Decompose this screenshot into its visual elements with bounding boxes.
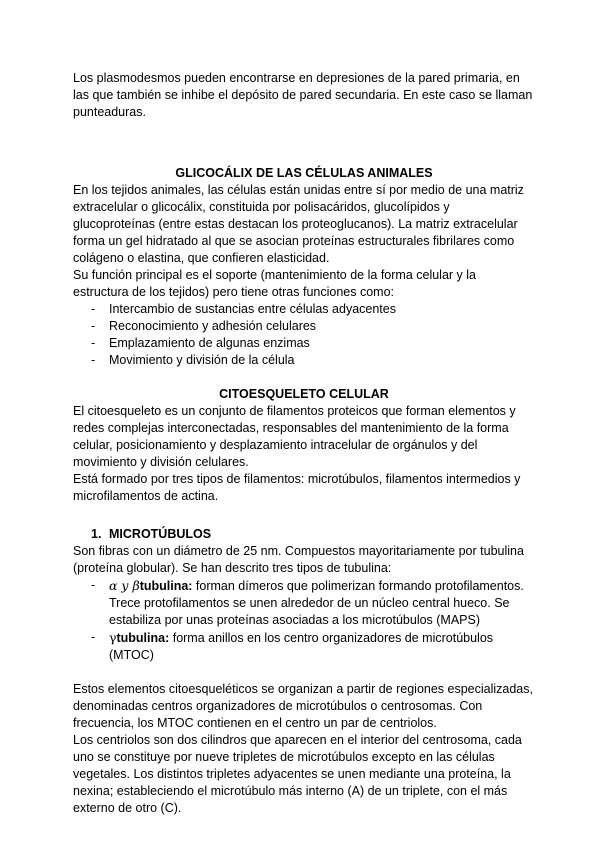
tubulina-types-list — [73, 577, 535, 664]
spacer — [73, 664, 535, 681]
list-item — [73, 335, 535, 352]
intro-paragraph: Los plasmodesmos pueden encontrarse en depresiones de la pared primaria, en las que también se inhibe el depósito de pared secundaria. En este caso se llaman punteaduras. — [73, 71, 533, 119]
citoesqueleto-paragraph-1: El citoesqueleto es un conjunto de filamentos proteicos que forman elementos y redes complejas interconectadas, responsables del mantenimiento de la forma celular, posicionamiento y desplazamiento intracelular de orgánulos y del movimiento y división celulares. — [73, 404, 516, 469]
list-item-text: Intercambio de sustancias entre células adyacentes — [109, 302, 396, 316]
list-item-text: forman dímeros que polimerizan formando protofilamentos. Trece protofilamentos se unen alrededor de un núcleo central hueco. Se estabiliza por unas proteínas asociadas a los microtúbulos (MAPS) — [109, 579, 524, 627]
term-label: tubulina: — [139, 579, 193, 593]
list-item-text: Movimiento y división de la célula — [109, 353, 295, 367]
list-item-text: forma anillos en los centro organizadores de microtúbulos (MTOC) — [109, 631, 494, 662]
list-item — [73, 301, 535, 318]
citoesqueleto-heading: CITOESQUELETO CELULAR — [219, 387, 389, 401]
citoesqueleto-paragraph-2: Está formado por tres tipos de filamentos: microtúbulos, filamentos intermedios y microfilamentos de actina. — [73, 472, 521, 503]
list-item-text: Reconocimiento y adhesión celulares — [109, 319, 317, 333]
microtubulos-heading — [73, 526, 535, 543]
spacer — [73, 505, 535, 522]
spacer — [73, 369, 535, 386]
section-number: 1. — [91, 527, 102, 541]
term-label: tubulina: — [116, 631, 170, 645]
glicocalix-paragraph-2: Su función principal es el soporte (mantenimiento de la forma celular y la estructura de los tejidos) pero tiene otras funciones como: — [73, 268, 476, 299]
list-item — [73, 352, 535, 369]
dash-bullet: - — [91, 578, 96, 592]
list-item — [73, 629, 535, 664]
microtubulos-paragraph-2: Estos elementos citoesqueléticos se organizan a partir de regiones especializadas, denominadas centros organizadores de microtúbulos o centrosomas. Con frecuencia, los MTOC contienen en el centro un par de centriolos. — [73, 682, 533, 730]
glicocalix-heading: GLICOCÁLIX DE LAS CÉLULAS ANIMALES — [175, 166, 433, 180]
dash-bullet: - — [91, 319, 96, 333]
dash-bullet: - — [91, 336, 96, 350]
section-title: MICROTÚBULOS — [109, 527, 212, 541]
dash-bullet: - — [91, 353, 96, 367]
dash-bullet: - — [91, 302, 96, 316]
greek-letters: γ — [109, 630, 117, 645]
dash-bullet: - — [91, 630, 96, 644]
list-item-text: Emplazamiento de algunas enzimas — [109, 336, 310, 350]
glicocalix-functions-list — [73, 301, 535, 369]
list-item — [73, 577, 535, 629]
greek-letters: α y β — [109, 578, 140, 593]
list-item — [73, 318, 535, 335]
microtubulos-paragraph-1: Son fibras con un diámetro de 25 nm. Compuestos mayoritariamente por tubulina (proteína globular). Se han descrito tres tipos de tubulina: — [73, 544, 524, 575]
spacer — [73, 121, 535, 148]
microtubulos-paragraph-3: Los centriolos son dos cilindros que aparecen en el interior del centrosoma, cada uno se constituye por nueve tripletes de microtúbulos excepto en las células vegetales. Los distintos tripletes adyacentes se unen mediante una proteína, la nexina; estableciendo el microtúbulo más interno (A) de un triplete, con el más externo de otro (C). — [73, 733, 522, 815]
document-page — [73, 70, 535, 817]
spacer — [73, 148, 535, 165]
glicocalix-paragraph-1: En los tejidos animales, las células están unidas entre sí por medio de una matriz extracelular o glicocálix, constituida por polisacáridos, glucolípidos y glucoproteínas (entre estas destacan los proteoglucanos). La matriz extracelular forma un gel hidratado al que se asocian proteínas estructurales fibrilares como colágeno o elastina, que confieren elasticidad. — [73, 183, 524, 265]
